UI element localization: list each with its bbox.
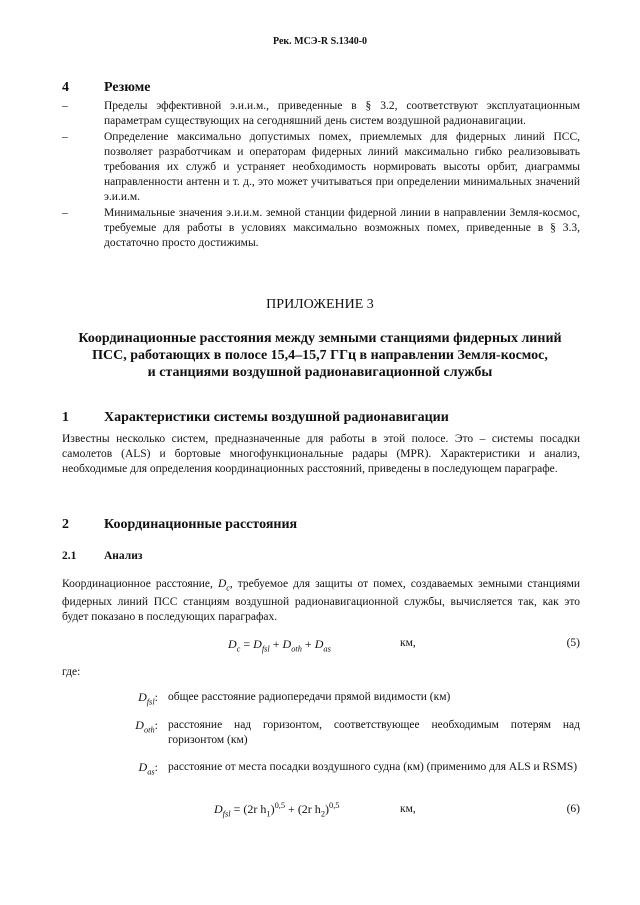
section-number: 2 (62, 517, 69, 532)
section-number: 1 (62, 410, 69, 425)
section-number: 2.1 (62, 550, 77, 562)
section-title: Характеристики системы воздушной радионавигации (104, 410, 449, 425)
bullet-text: Минимальные значения э.и.и.м. земной станции фидерной линии в направлении Земля-космос, требуемые для работы в условиях максимально возможных помех, приведенные в § 3.3, достаточно просто достижимы. (104, 207, 580, 249)
annex-title-line: ПСС, работающих в полосе 15,4–15,7 ГГц в направлении Земля-космос, (92, 348, 548, 363)
section-2-1-paragraph (62, 577, 580, 625)
definition-text: расстояние над горизонтом, соответствующее необходимым потерям над горизонтом (км) (168, 719, 580, 746)
formula-6-units: км, (400, 803, 416, 815)
annex-title (40, 330, 600, 381)
definition-text: расстояние от места посадки воздушного судна (км) (применимо для ALS и RSMS) (168, 761, 578, 773)
dash-marker: – (62, 207, 68, 219)
section-title: Анализ (104, 550, 143, 562)
bullet-text: Пределы эффективной э.и.и.м., приведенные в § 3.2, соответствуют эксплуатационным параметрам существующих на сегодняшний день систем воздушной радионавигации. (104, 100, 580, 127)
text-fragment: Координационное расстояние, (62, 578, 218, 590)
formula-5-units: км, (400, 637, 416, 649)
section-1-paragraph: Известны несколько систем, предназначенные для работы в этой полосе. Это – системы посадки самолетов (ALS) и бортовые многофункциональные радары (MPR). Характеристики и анализ, необходимые для определения координационных расстояний, приведены в последующем параграфе. (62, 433, 580, 475)
definition-term: $D_{as}$: (138, 760, 158, 777)
equation-number: (6) (566, 803, 580, 815)
formula-5: $D_c = D_{fsl} + D_{oth} + D_{as}$ (228, 637, 331, 654)
dash-marker: – (62, 100, 68, 112)
running-header: Рек. МСЭ-R S.1340-0 (272, 36, 368, 47)
symbol-subscript: c (226, 583, 230, 593)
symbol: D (217, 578, 227, 590)
where-label: где: (62, 666, 81, 678)
definition-term: $D_{oth}$: (135, 718, 158, 735)
annex-title-line: и станциями воздушной радионавигационной службы (147, 365, 493, 380)
bullet-text: Определение максимально допустимых помех, приемлемых для фидерных линий ПСС, позволяет разработчикам и операторам фидерных линий максимально гибко реализовывать требования их служб и устраняет необходимость нормировать высоты орбит, диаграммы направленности антенн и т. д., это может учитываться при определении минимальных значений э.и.и.м. (104, 131, 580, 203)
annex-label: ПРИЛОЖЕНИЕ 3 (266, 297, 374, 312)
equation-number: (5) (566, 637, 580, 649)
section-number: 4 (62, 80, 69, 95)
definition-term: $D_{fsl}$: (138, 690, 158, 707)
definition-text: общее расстояние радиопередачи прямой видимости (км) (168, 691, 451, 703)
annex-title-line: Координационные расстояния между земными станциями фидерных линий (78, 331, 562, 346)
text-fragment: , требуемое для защиты от помех, создаваемых земными станциями фидерных линий ПСС станциям воздушной радионавигационной службы, вычисляется так, как это будет показано в последующих параграфах. (62, 578, 580, 624)
dash-marker: – (62, 131, 68, 143)
section-title: Координационные расстояния (104, 517, 298, 532)
section-title: Резюме (104, 80, 151, 95)
formula-6: $D_{fsl} = (2r$ $h_1)^{0,5} + (2r$ $h_2)^{0,5}$ (214, 801, 340, 819)
